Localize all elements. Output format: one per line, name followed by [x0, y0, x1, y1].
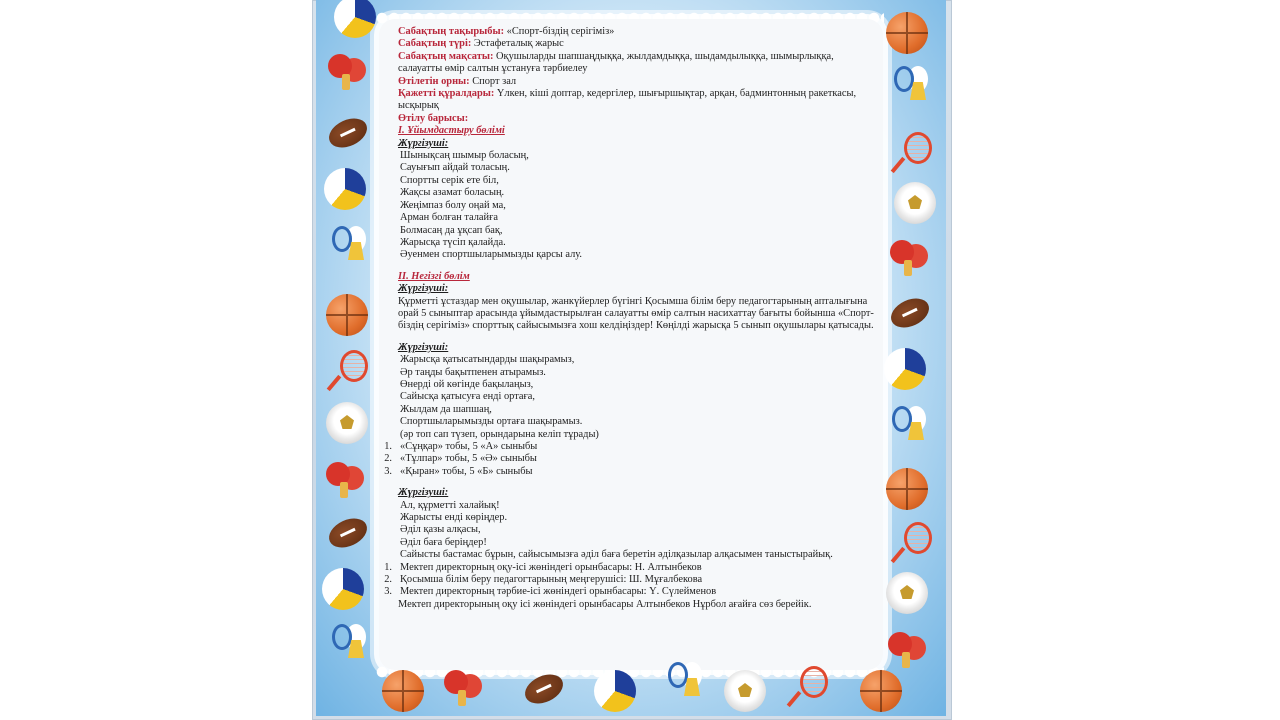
poem-line: Болмасаң да ұқсап бақ, [400, 224, 503, 236]
poem-line: Сайысқа қатысуға енді ортаға, [400, 391, 535, 403]
poem-line: Әділ баға беріңдер! [400, 536, 487, 548]
tennis-racket-icon [326, 348, 370, 392]
list-number: 1. [384, 441, 392, 452]
soccer-ball-icon [886, 572, 928, 614]
place-label: Өтілетін орны: [398, 75, 470, 87]
poem-line: Ал, құрметті халайық! [400, 499, 500, 511]
ping-pong-paddles-icon [440, 668, 484, 708]
poem-line: (әр топ сап түзеп, орындарына келіп тұрады) [400, 428, 599, 440]
team-name: «Тұлпар» тобы, 5 «Ә» сыныбы [400, 453, 537, 465]
poem-line: Жақсы азамат боласың. [400, 187, 505, 199]
goal-label: Сабақтың мақсаты: [398, 50, 494, 62]
tools-value: Үлкен, кіші доптар, кедергілер, шығыршықтар, арқан, бадминтонның ракеткасы, ысқырық [398, 88, 857, 112]
poem-line: Жеңімпаз болу оңай ма, [400, 199, 506, 211]
progress-line [398, 113, 876, 125]
document-photo [312, 0, 952, 720]
goal-line [398, 51, 876, 76]
speaker-label: Жүргізуші: [398, 487, 449, 499]
volleyball-icon [884, 348, 926, 390]
tennis-racket-icon [890, 130, 934, 174]
teams-list [384, 441, 876, 478]
speaker-label: Жүргізуші: [398, 341, 449, 353]
basketball-icon [886, 12, 928, 54]
badminton-rackets-icon [886, 404, 930, 448]
tools-line [398, 88, 876, 113]
badminton-rackets-icon [888, 64, 932, 108]
goal-value: Оқушыларды шапшаңдыққа, жылдамдыққа, шыдамдылыққа, шымырлыққа, салауатты өмір салтын ұстануға тәрбиелеу [398, 50, 834, 75]
speaker-label: Жүргізуші: [398, 137, 449, 149]
soccer-ball-icon [894, 182, 936, 224]
list-number: 3. [384, 586, 392, 598]
list-number: 2. [384, 574, 392, 586]
list-item [384, 586, 876, 598]
tools-label: Қажетті құралдары: [398, 88, 495, 100]
poem-line: Жарысқа қатысатындарды шақырамыз, [400, 354, 575, 366]
soccer-ball-icon [326, 402, 368, 444]
topic-label: Сабақтың тақырыбы: [398, 26, 505, 37]
poem-line: Әділ қазы алқасы, [400, 524, 481, 536]
basketball-icon [860, 670, 902, 712]
basketball-icon [326, 294, 368, 336]
list-item [384, 574, 876, 586]
type-line [398, 38, 876, 50]
team-name: «Қыран» тобы, 5 «Б» сыныбы [400, 465, 533, 477]
volleyball-icon [324, 168, 366, 210]
poem-line: Сайысты бастамас бұрын, сайысымызға әділ баға беретін әділқазылар алқасымен таныстырайық. [400, 549, 833, 561]
ping-pong-paddles-icon [884, 630, 928, 670]
poem-line: Арман болған талайға [400, 212, 498, 224]
topic-line [398, 26, 876, 38]
team-name: «Сұңқар» тобы, 5 «А» сыныбы [400, 441, 538, 452]
poem-line: Өнерді ой көгінде бақылаңыз, [400, 378, 534, 390]
section-2-heading: ІІ. Негізгі бөлім [398, 270, 470, 282]
welcome-paragraph: Құрметті ұстаздар мен оқушылар, жанкүйерлер бүгінгі Қосымша білім беру педагогтарының апталығына орай 5 сыныптар арасында ұйымдастырылған салауатты өмір салтын насихаттау бағыты бойынша «Спорт-біздің серігіміз» спорттық сайысымызға хош келдіңіздер! Көңілді жарысқа 5 сынып оқушылары қатысады. [398, 295, 874, 332]
poem-line: Спортшыларымызды ортаға шақырамыз. [400, 416, 583, 428]
tennis-racket-icon [890, 520, 934, 564]
topic-value: «Спорт-біздің серігіміз» [504, 26, 615, 37]
basketball-icon [886, 468, 928, 510]
place-value: Спорт зал [469, 75, 517, 87]
closing-line: Мектеп директорының оқу ісі жөніндегі орынбасары Алтынбеков Нұрбол ағайға сөз берейік. [398, 598, 812, 610]
poem-line: Әр таңды бақытпенен атырамыз. [400, 366, 546, 378]
badminton-rackets-icon [326, 224, 370, 268]
poem-1 [400, 150, 876, 262]
jury-member: Қосымша білім беру педагогтарының меңгерушісі: Ш. Мұғалбекова [400, 574, 703, 586]
basketball-icon [382, 670, 424, 712]
place-line [398, 76, 876, 88]
poem-line: Жарысқа түсіп қалайда. [400, 236, 506, 248]
lesson-plan-text [384, 26, 876, 611]
list-item [384, 441, 876, 453]
ping-pong-paddles-icon [886, 238, 930, 278]
badminton-rackets-icon [326, 622, 370, 666]
poem-line: Жылдам да шапшаң, [400, 403, 492, 415]
poem-line: Әуенмен спортшыларымызды қарсы алу. [400, 249, 583, 261]
section-1-heading: І. Ұйымдастыру бөлімі [398, 125, 505, 137]
poem-2 [400, 354, 876, 441]
type-value: Эстафеталық жарыс [471, 38, 564, 50]
progress-label: Өтілу барысы: [398, 112, 469, 124]
type-label: Сабақтың түрі: [398, 38, 472, 50]
list-number: 1. [384, 561, 392, 573]
poem-3 [400, 500, 876, 562]
list-item [384, 453, 876, 465]
jury-member: Мектеп директорның оқу-ісі жөніндегі орынбасары: Н. Алтынбеков [400, 561, 702, 573]
list-item [384, 561, 876, 574]
speaker-label: Жүргізуші: [398, 283, 449, 295]
volleyball-icon [594, 670, 636, 712]
jury-list [384, 561, 876, 599]
poem-line: Спортты серік ете біл, [400, 174, 499, 186]
list-number: 3. [384, 465, 392, 477]
poem-line: Шынықсаң шымыр боласың, [400, 150, 529, 162]
tennis-racket-icon [786, 664, 830, 708]
list-item [384, 465, 876, 478]
poem-line: Сауығып айдай толасың. [400, 162, 510, 174]
poem-line: Жарысты енді көріңдер. [400, 512, 508, 524]
jury-member: Мектеп директорның тәрбие-ісі жөніндегі орынбасары: Ү. Сүлейменов [400, 586, 717, 598]
volleyball-icon [322, 568, 364, 610]
badminton-rackets-icon [662, 660, 706, 704]
ping-pong-paddles-icon [322, 460, 366, 500]
list-number: 2. [384, 453, 392, 465]
ping-pong-paddles-icon [324, 52, 368, 92]
soccer-ball-icon [724, 670, 766, 712]
